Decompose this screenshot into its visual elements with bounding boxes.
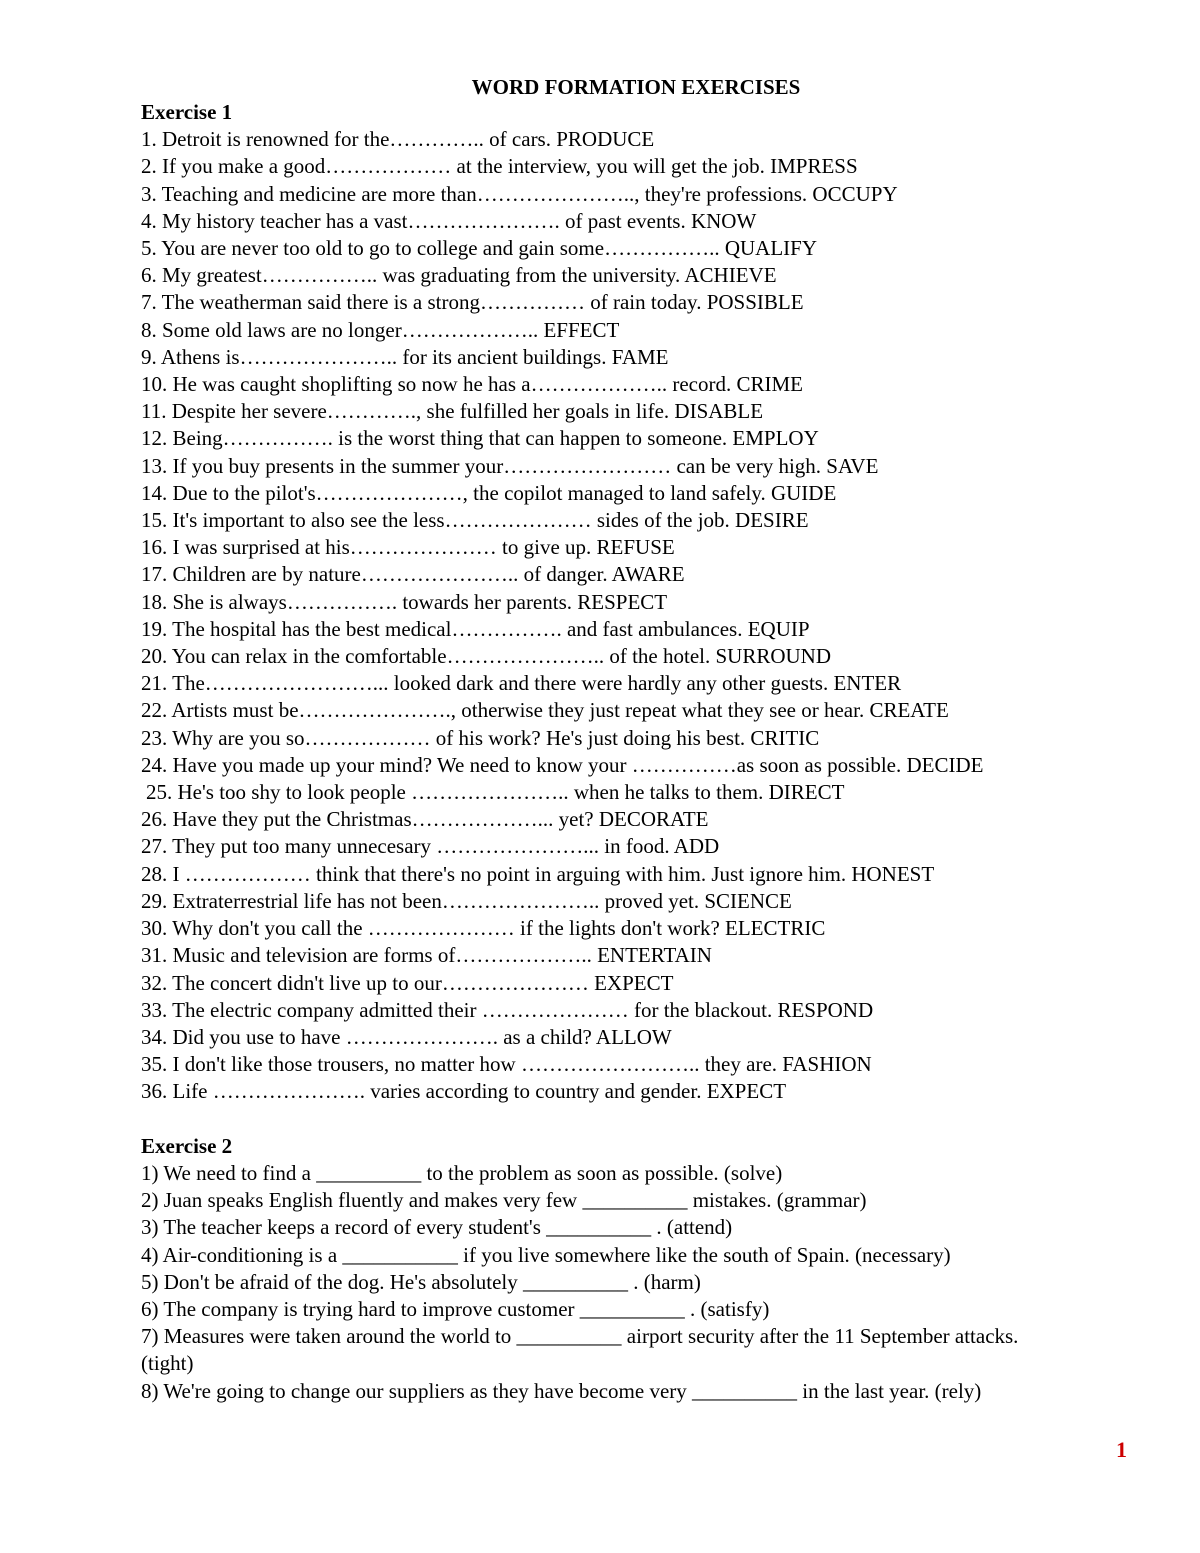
exercise-2-heading: Exercise 2 [141,1133,233,1158]
exercise-1-item: 16. I was surprised at his………………… to give up. REFUSE [141,535,675,560]
exercise-1-item: 7. The weatherman said there is a strong…………… of rain today. POSSIBLE [141,290,804,315]
exercise-1-item: 33. The electric company admitted their ………………… for the blackout. RESPOND [141,997,874,1022]
exercise-1-item: 8. Some old laws are no longer……………….. EFFECT [141,317,620,342]
exercise-1-item: 27. They put too many unnecesary …………………... in food. ADD [141,834,720,859]
exercise-1-item: 25. He's too shy to look people ………………….. when he talks to them. DIRECT [146,780,845,805]
exercise-1-item: 2. If you make a good……………… at the interview, you will get the job. IMPRESS [141,154,858,179]
exercise-1-item: 17. Children are by nature………………….. of danger. AWARE [141,562,685,587]
exercise-2-item: 2) Juan speaks English fluently and makes very few __________ mistakes. (grammar) [141,1188,867,1213]
exercise-1-item: 24. Have you made up your mind? We need to know your ……………as soon as possible. DECIDE [141,752,984,777]
document-body [141,99,1141,1405]
exercise-1-heading: Exercise 1 [141,100,233,124]
exercise-1-item: 30. Why don't you call the ………………… if the lights don't work? ELECTRIC [141,916,826,941]
exercise-2-item: 1) We need to find a __________ to the problem as soon as possible. (solve) [141,1160,783,1185]
exercise-2-item: 8) We're going to change our suppliers as they have become very __________ in the last year. (rely) [141,1378,982,1403]
exercise-1-item: 6. My greatest…………….. was graduating from the university. ACHIEVE [141,263,777,288]
exercise-1-item: 36. Life …………………. varies according to country and gender. EXPECT [141,1079,787,1104]
exercise-1-item: 18. She is always……………. towards her parents. RESPECT [141,589,668,614]
exercise-1-item: 35. I don't like those trousers, no matter how …………………….. they are. FASHION [141,1052,872,1077]
exercise-1-item: 19. The hospital has the best medical……………. and fast ambulances. EQUIP [141,616,810,641]
exercise-1-item: 20. You can relax in the comfortable………………….. of the hotel. SURROUND [141,644,831,669]
exercise-1-item: 9. Athens is………………….. for its ancient buildings. FAME [141,344,669,369]
exercise-2-item: 7) Measures were taken around the world to __________ airport security after the 11 September attacks. (tight) [141,1324,1019,1376]
exercise-1-item: 32. The concert didn't live up to our………………… EXPECT [141,970,674,995]
exercise-1-item: 11. Despite her severe…………., she fulfilled her goals in life. DISABLE [141,399,764,424]
exercise-2-item: 3) The teacher keeps a record of every student's __________ . (attend) [141,1215,733,1240]
exercise-1-list [141,126,1141,1105]
page-number: 1 [1116,1437,1127,1462]
exercise-1-item: 31. Music and television are forms of……………….. ENTERTAIN [141,943,712,968]
exercise-2-list [141,1160,1141,1405]
exercise-1-item: 14. Due to the pilot's…………………, the copilot managed to land safely. GUIDE [141,480,837,505]
exercise-1-item: 12. Being……………. is the worst thing that can happen to someone. EMPLOY [141,426,819,451]
exercise-1-item: 21. The……………………... looked dark and there were hardly any other guests. ENTER [141,671,902,696]
document-title: WORD FORMATION EXERCISES [471,75,801,99]
exercise-1-item: 34. Did you use to have …………………. as a child? ALLOW [141,1024,672,1049]
exercise-1-item: 1. Detroit is renowned for the………….. of cars. PRODUCE [141,127,655,152]
exercise-2-item: 5) Don't be afraid of the dog. He's absolutely __________ . (harm) [141,1269,701,1294]
exercise-1-item: 5. You are never too old to go to college and gain some…………….. QUALIFY [141,236,817,261]
exercise-1-item: 22. Artists must be…………………., otherwise they just repeat what they see or hear. CREATE [141,698,949,723]
exercise-1-item: 28. I ……………… think that there's no point in arguing with him. Just ignore him. HONEST [141,861,935,886]
exercise-1-item: 10. He was caught shoplifting so now he has a……………….. record. CRIME [141,372,803,397]
exercise-1-item: 29. Extraterrestrial life has not been………………….. proved yet. SCIENCE [141,888,792,913]
exercise-1-item: 4. My history teacher has a vast…………………. of past events. KNOW [141,208,757,233]
exercise-1-item: 15. It's important to also see the less………………… sides of the job. DESIRE [141,508,809,533]
exercise-1-item: 23. Why are you so……………… of his work? He's just doing his best. CRITIC [141,725,820,750]
exercise-1-item: 3. Teaching and medicine are more than………………….., they're professions. OCCUPY [141,181,898,206]
exercise-2-item: 4) Air-conditioning is a ___________ if you live somewhere like the south of Spain. (necessary) [141,1242,951,1267]
exercise-2-item: 6) The company is trying hard to improve customer __________ . (satisfy) [141,1296,770,1321]
exercise-1-item: 13. If you buy presents in the summer your…………………… can be very high. SAVE [141,453,879,478]
section-spacer [141,1106,1141,1133]
exercise-1-item: 26. Have they put the Christmas………………... yet? DECORATE [141,807,709,832]
